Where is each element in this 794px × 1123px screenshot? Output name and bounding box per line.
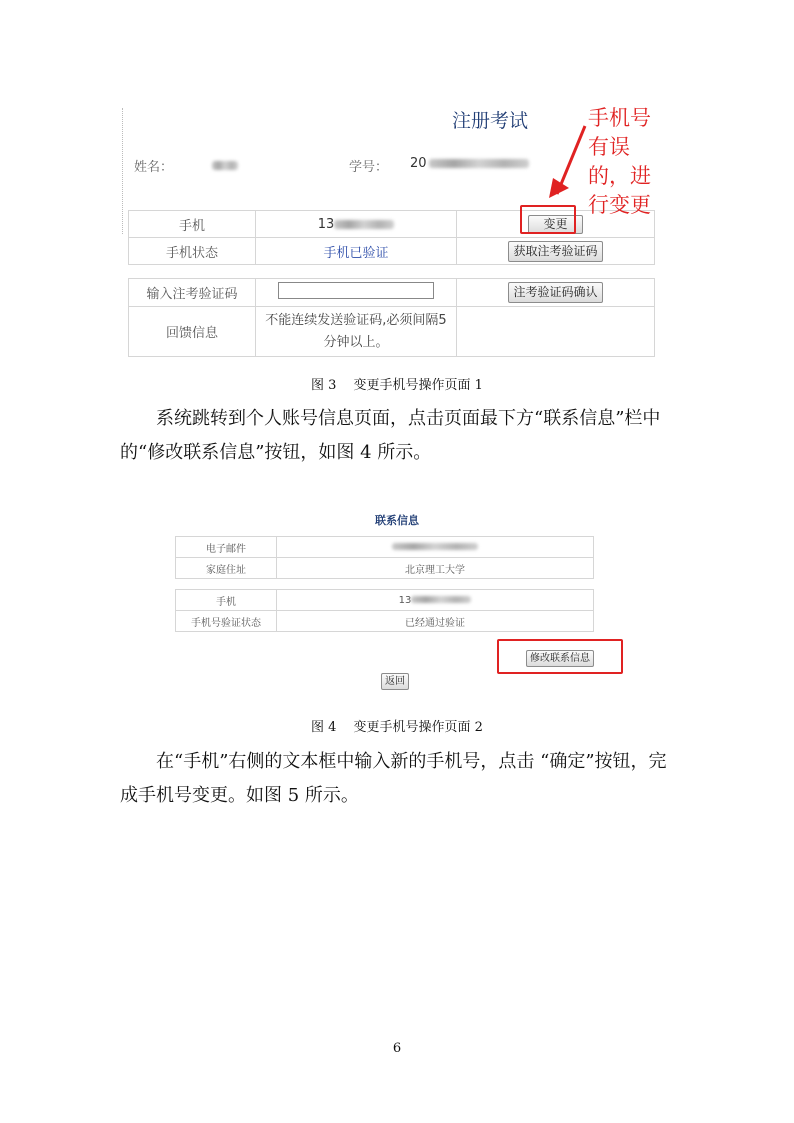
get-code-cell xyxy=(457,238,655,265)
screenshot-left-edge xyxy=(122,108,123,234)
phone-status-value: 手机已验证 xyxy=(256,238,457,265)
figure-4-caption: 图 4 变更手机号操作页面 2 xyxy=(311,720,483,735)
modify-contact-button[interactable]: 修改联系信息 xyxy=(526,650,594,667)
student-id-label: 学号： xyxy=(349,160,389,175)
feedback-value: 不能连续发送验证码,必须间隔5分钟以上。 xyxy=(256,307,457,357)
email-label: 电子邮件 xyxy=(176,537,277,558)
contact-table-1 xyxy=(175,536,594,579)
address-label: 家庭住址 xyxy=(176,558,277,579)
verify-status-label: 手机号验证状态 xyxy=(176,611,277,632)
code-input[interactable] xyxy=(278,282,434,299)
email-value-redacted xyxy=(277,537,594,558)
contact-info-title: 联系信息 xyxy=(375,514,419,527)
back-button[interactable]: 返回 xyxy=(381,673,409,690)
phone-value-2: 13 xyxy=(277,590,594,611)
phone-label: 手机 xyxy=(129,211,256,238)
phone-value: 13 xyxy=(256,211,457,238)
address-value: 北京理工大学 xyxy=(277,558,594,579)
contact-table-2 xyxy=(175,589,594,632)
feedback-label: 回馈信息 xyxy=(129,307,256,357)
annotation-text: 手机号有误的，进行变更 xyxy=(588,106,651,217)
confirm-code-button[interactable]: 注考验证码确认 xyxy=(508,282,602,303)
page-number: 6 xyxy=(392,1041,402,1056)
get-code-button[interactable]: 获取注考验证码 xyxy=(508,241,602,262)
verification-table xyxy=(128,278,655,357)
feedback-empty xyxy=(457,307,655,357)
phone-status-label: 手机状态 xyxy=(129,238,256,265)
code-input-cell xyxy=(256,279,457,307)
verify-status-value: 已经通过验证 xyxy=(277,611,594,632)
student-id-value: 20 xyxy=(410,156,529,171)
paragraph-1: 系统跳转到个人账号信息页面，点击页面最下方“联系信息”栏中的“修改联系信息”按钮，如图 4 所示。 xyxy=(120,408,661,463)
back-button-wrap xyxy=(381,669,409,690)
page-title: 注册考试 xyxy=(452,110,529,132)
name-label: 姓名： xyxy=(134,160,174,175)
modify-button-wrap xyxy=(526,646,594,667)
phone-label-2: 手机 xyxy=(176,590,277,611)
change-button[interactable]: 变更 xyxy=(528,215,582,234)
name-value-redacted xyxy=(212,155,238,174)
code-label: 输入注考验证码 xyxy=(129,279,256,307)
figure-3-caption: 图 3 变更手机号操作页面 1 xyxy=(311,378,483,393)
paragraph-2: 在“手机”右侧的文本框中输入新的手机号，点击 “确定”按钮，完成手机号变更。如图 5 所示。 xyxy=(120,751,667,806)
confirm-cell xyxy=(457,279,655,307)
